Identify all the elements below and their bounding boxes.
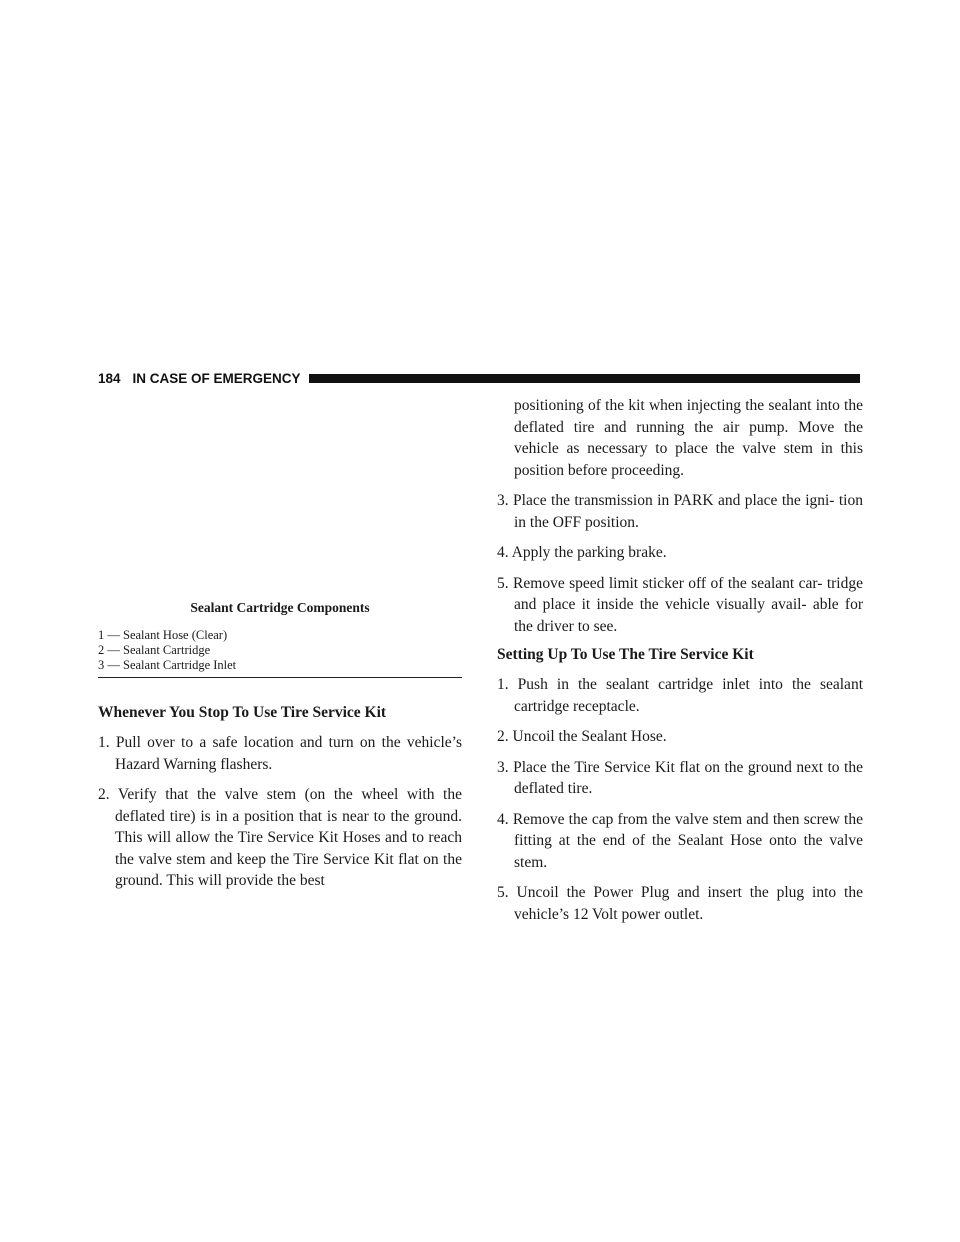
figure-caption: Sealant Cartridge Components [190,600,370,615]
figure-divider [98,677,462,678]
page-number: 184 [98,370,121,386]
legend-item: 2 — Sealant Cartridge [98,643,211,657]
list-item: 3. Place the transmission in PARK and place the igni- tion in the OFF position. [497,492,863,531]
list-item: 5. Uncoil the Power Plug and insert the plug into the vehicle’s 12 Volt power outlet. [497,884,863,923]
list-item: 4. Apply the parking brake. [497,544,667,561]
header-rule [309,374,860,383]
list-item: 1. Push in the sealant cartridge inlet into the sealant cartridge receptacle. [497,676,863,715]
section-heading: Setting Up To Use The Tire Service Kit [497,646,754,663]
legend-item: 1 — Sealant Hose (Clear) [98,628,228,642]
continued-paragraph: positioning of the kit when injecting the sealant into the deflated tire and running the air pump. Move the vehicle as necessary to place the valve stem in this position before proceeding. [514,397,863,479]
section-heading: Whenever You Stop To Use Tire Service Kit [98,704,387,721]
list-item: 5. Remove speed limit sticker off of the sealant car- tridge and place it inside the vehicle visually avail- able for the driver to see. [497,574,863,635]
section-title: IN CASE OF EMERGENCY [132,370,301,386]
figure-legend [98,628,462,673]
list-item: 2. Verify that the valve stem (on the wheel with the deflated tire) is in a position that is near to the ground. This will allow the Tire Service Kit Hoses and to reach the valve stem and keep the Tire Service Kit flat on the ground. This will provide the best [98,786,462,889]
left-column [98,600,462,892]
list-item: 2. Uncoil the Sealant Hose. [497,728,667,745]
list-item: 4. Remove the cap from the valve stem and then screw the fitting at the end of the Sealant Hose onto the valve stem. [497,810,863,871]
legend-item: 3 — Sealant Cartridge Inlet [98,658,237,672]
list-item: 1. Pull over to a safe location and turn on the vehicle’s Hazard Warning flashers. [98,734,462,773]
page-header [98,368,860,388]
list-item: 3. Place the Tire Service Kit flat on the ground next to the deflated tire. [497,758,863,797]
right-column [497,395,863,925]
figure-block [98,600,462,678]
